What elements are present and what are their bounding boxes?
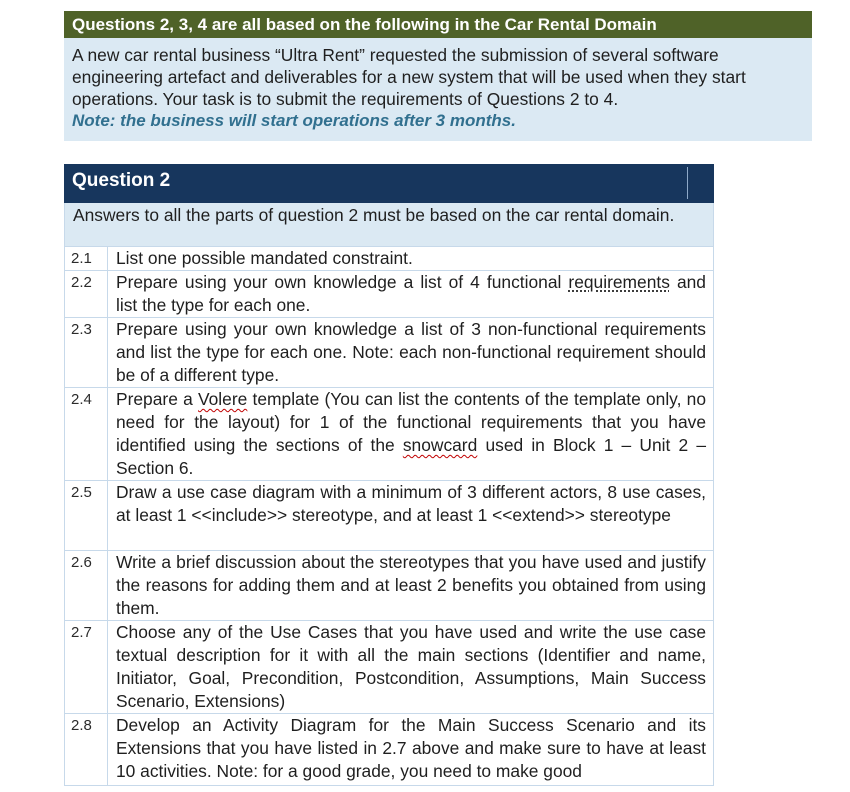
question-number: 2.5: [65, 481, 108, 550]
question-row: [64, 318, 714, 388]
question-2-subheading: Answers to all the parts of question 2 must be based on the car rental domain.: [64, 203, 714, 247]
question-text: Write a brief discussion about the stereotypes that you have used and justify the reasons for adding them and at least 2 benefits you obtained from using them.: [116, 552, 706, 618]
text-part: and list the type for each one.: [116, 272, 706, 315]
header-divider: [687, 167, 688, 199]
intro-paragraph: A new car rental business “Ultra Rent” requested the submission of several software engineering artefact and deliverables for a new system that will be used when they start operations. Your task is to submit the requirements of Questions 2 to 4.: [72, 45, 746, 109]
question-number: 2.3: [65, 318, 108, 387]
text-part-spellcheck: snowcard: [402, 435, 478, 455]
question-text: [108, 271, 713, 317]
intro-note: Note: the business will start operations after 3 months.: [72, 111, 516, 130]
question-2-table: [64, 164, 714, 786]
question-row: [64, 247, 714, 271]
text-part-spellcheck: Volere: [198, 389, 248, 409]
question-2-header: [64, 164, 714, 203]
question-row: [64, 621, 714, 714]
intro-heading: Questions 2, 3, 4 are all based on the following in the Car Rental Domain: [64, 11, 812, 38]
question-row: [64, 481, 714, 551]
intro-block: [64, 11, 812, 141]
question-row: [64, 551, 714, 621]
text-part-underlined: requirements: [568, 272, 670, 292]
intro-body: [64, 38, 812, 141]
text-part: Prepare using your own knowledge a list of 4 functional: [116, 272, 569, 292]
question-text: Develop an Activity Diagram for the Main Success Scenario and its Extensions that you have listed in 2.7 above and make sure to have at least 10 activities. Note: for a good grade, you need to make good: [116, 715, 706, 781]
question-text: List one possible mandated constraint.: [116, 248, 413, 268]
text-part: template (You can list the contents of the template only, no need for the layout) for 1 of the functional requirements that you have identified using the sections of the: [116, 389, 706, 455]
question-row: [64, 271, 714, 318]
question-2-title: Question 2: [72, 170, 171, 191]
text-part: Prepare a: [116, 389, 198, 409]
question-text: Draw a use case diagram with a minimum of 3 different actors, 8 use cases, at least 1 <<include>> stereotype, and at least 1 <<extend>> stereotype: [116, 482, 706, 525]
question-number: 2.6: [65, 551, 108, 620]
question-number: 2.1: [65, 247, 108, 270]
question-number: 2.8: [65, 714, 108, 785]
question-text: Choose any of the Use Cases that you have used and write the use case textual description for it with all the main sections (Identifier and name, Initiator, Goal, Precondition, Postcondition, Assumptions, Main Success Scenario, Extensions): [116, 622, 706, 711]
question-number: 2.2: [65, 271, 108, 317]
question-number: 2.7: [65, 621, 108, 713]
question-row: [64, 388, 714, 481]
question-row: [64, 714, 714, 786]
question-text: [108, 388, 713, 480]
question-text: Prepare using your own knowledge a list of 3 non-functional requirements and list the type for each one. Note: each non-functional requirement should be of a different type.: [116, 319, 706, 385]
text-part: used in Block 1 – Unit 2 – Section 6.: [116, 435, 706, 478]
question-number: 2.4: [65, 388, 108, 480]
